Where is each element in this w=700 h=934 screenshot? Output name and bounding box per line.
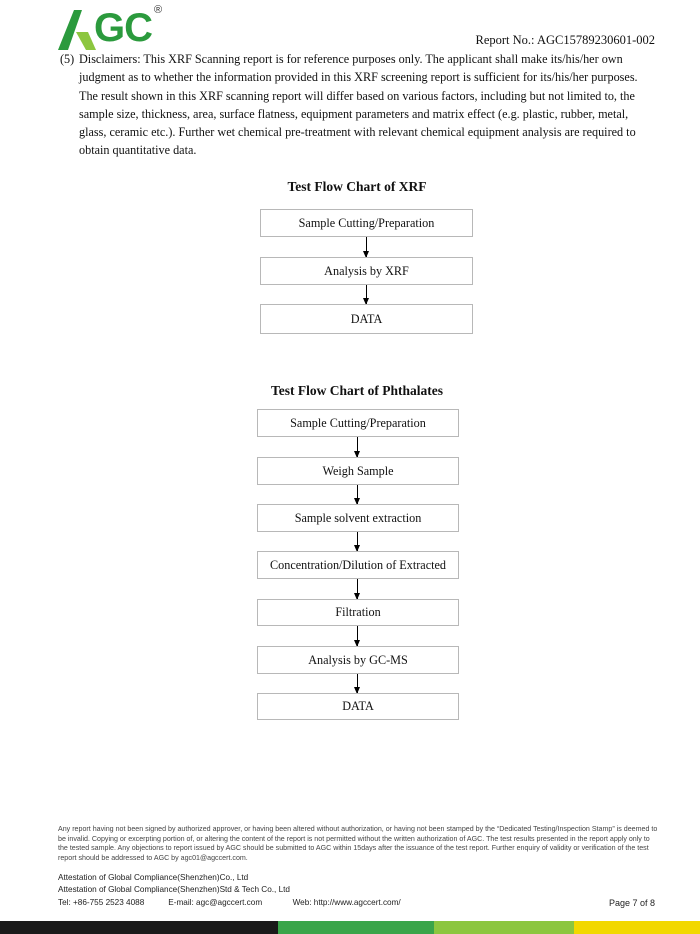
report-number: Report No.: AGC15789230601-002 [475,33,655,47]
footer-company-2: Attestation of Global Compliance(Shenzhen)Std & Tech Co., Ltd [58,885,290,894]
xrf-arrow-2 [366,285,367,304]
agc-logo-a-icon [58,10,96,50]
phthalates-step-concentration: Concentration/Dilution of Extracted [257,551,459,579]
phthalates-step-filtration: Filtration [257,599,459,626]
footer-bar-black [0,921,278,934]
phthalates-step-extraction: Sample solvent extraction [257,504,459,532]
xrf-chart-title: Test Flow Chart of XRF [287,179,427,194]
logo-registered-mark: ® [154,4,163,16]
disclaimer-number: (5) [60,52,75,66]
xrf-step-data: DATA [260,304,473,334]
xrf-step-sample-cutting: Sample Cutting/Preparation [260,209,473,237]
phthalates-arrow-2 [357,485,358,504]
phthalates-arrow-4 [357,579,358,599]
footer-email[interactable]: E-mail: agc@agccert.com [168,898,263,907]
phthalates-arrow-3 [357,532,358,551]
disclaimer-text: Disclaimers: This XRF Scanning report is for reference purposes only. The applicant shall make its/his/her own judgment as to whether the information provided in this XRF screening report is sufficient for its/his/her purposes. The result shown in this XRF scanning report will differ based on various factors, including but not limited to, the sample size, thickness, area, surface flatness, equipment parameters and matrix effect (e.g. plastic, rubber, metal, glass, ceramic etc.). Further wet chemical pre-treatment with relevant chemical equipment analysis are required to obtain quantitative data. [79,52,638,158]
xrf-arrow-1 [366,237,367,257]
disclaimer-paragraph [60,50,655,160]
agc-logo [58,6,178,50]
phthalates-step-weigh: Weigh Sample [257,457,459,485]
phthalates-step-data: DATA [257,693,459,720]
phthalates-arrow-6 [357,674,358,693]
phthalates-step-sample-cutting: Sample Cutting/Preparation [257,409,459,437]
footer-web[interactable]: Web: http://www.agccert.com/ [292,898,401,907]
phthalates-arrow-1 [357,437,358,457]
footer-fine-print: Any report having not been signed by authorized approver, or having been altered without authorization, or having not been stamped by the “Dedicated Testing/Inspection Stamp” is deemed to be invalid. Copying or excerpting portion of, or altering the content of the report is not permitted without the written authorization of AGC. The test results presented in the report apply only to the tested sample. Any objections to report issued by AGC should be submitted to AGC within 15days after the issuance of the test report. Further enquiry of validity or verification of the test report should be addressed to AGC by agc01@agccert.com. [58,825,658,862]
footer-bar-yellow [574,921,700,934]
footer-tel: Tel: +86-755 2523 4088 [58,898,145,907]
logo-gc-letters: GC [94,6,152,50]
footer-bar-light-green [434,921,574,934]
page-number: Page 7 of 8 [608,898,655,908]
phthalates-arrow-5 [357,626,358,646]
footer-bar-green [278,921,434,934]
phthalates-flow-chart [115,372,605,732]
xrf-step-analysis: Analysis by XRF [260,257,473,285]
xrf-flow-chart [115,168,605,348]
phthalates-step-gcms: Analysis by GC-MS [257,646,459,674]
phthalates-chart-title: Test Flow Chart of Phthalates [271,383,443,398]
footer-company-1: Attestation of Global Compliance(Shenzhen)Co., Ltd [58,873,249,882]
footer-contact [58,898,658,907]
